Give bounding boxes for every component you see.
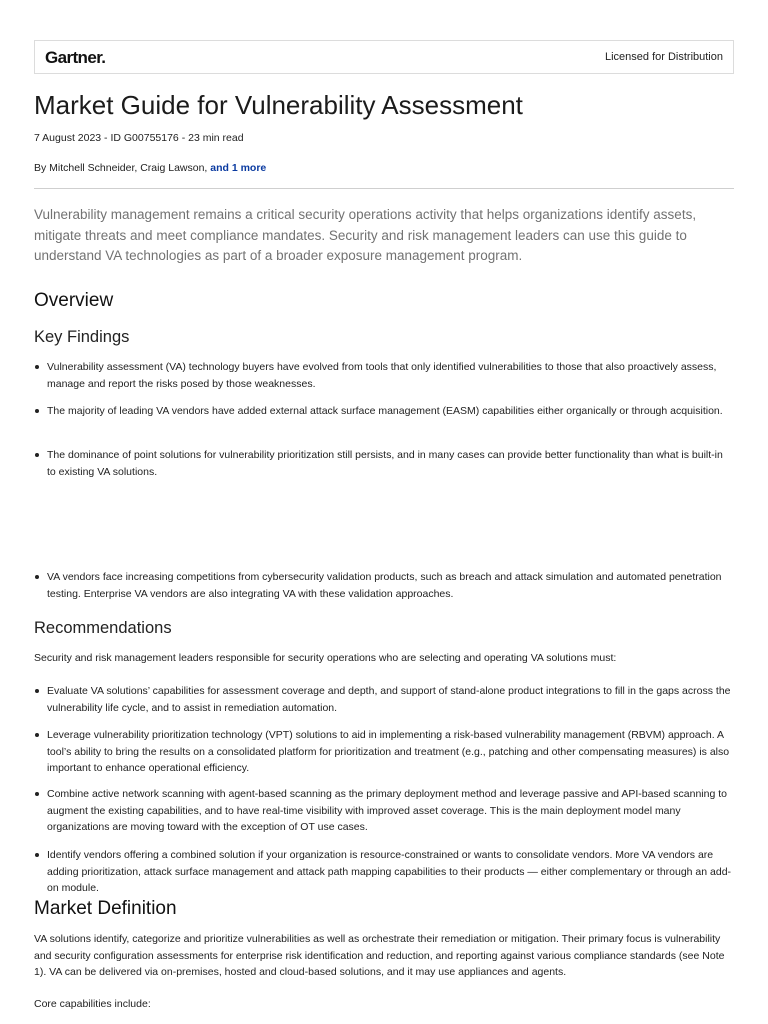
overview-heading: Overview [34,290,114,311]
recommendations-list [34,683,734,716]
summary: Vulnerability management remains a critical security operations activity that helps organizations identify assets, mitigate threats and meet compliance mandates. Security and risk management leaders can use this guide to understand VA technologies as part of a broader exposure management program. [34,207,697,263]
recommendations-intro: Security and risk management leaders responsible for security operations who are selecting and operating VA solutions must: [34,652,617,664]
recommendations-list [34,847,734,897]
document-meta: 7 August 2023 - ID G00755176 - 23 min read [34,132,244,144]
divider [34,188,734,189]
market-definition-heading: Market Definition [34,898,177,919]
authors-line [34,162,266,174]
key-findings-list [34,447,734,480]
list-item: VA vendors face increasing competitions from cybersecurity validation products, such as breach and attack simulation and automated penetration testing. Enterprise VA vendors are also integrating VA with these validation approaches. [34,569,734,602]
key-findings-list [34,403,734,420]
recommendations-list [34,786,734,836]
more-authors-link[interactable]: and 1 more [210,162,267,174]
license-label: Licensed for Distribution [604,51,723,63]
authors-names: By Mitchell Schneider, Craig Lawson, [34,162,211,174]
list-item: The dominance of point solutions for vulnerability prioritization still persists, and in many cases can provide better functionality than what is built-in to existing VA solutions. [34,447,734,480]
recommendations-heading: Recommendations [34,619,172,637]
gartner-logo[interactable]: Gartner. [45,48,106,67]
list-item: The majority of leading VA vendors have added external attack surface management (EASM) capabilities either organically or through acquisition. [34,403,734,420]
core-capabilities-intro: Core capabilities include: [34,998,151,1010]
key-findings-list [34,569,734,602]
list-item: Vulnerability assessment (VA) technology buyers have evolved from tools that only identified vulnerabilities to those that also proactively assess, manage and report the risks posed by those weaknesses. [34,359,734,392]
list-item: Leverage vulnerability prioritization technology (VPT) solutions to aid in implementing a risk-based vulnerability management (RBVM) approach. A tool’s ability to bring the results on a consolidated platform for prioritization and treatment (e.g., patching and other compensating measures) is also important to enhance operational efficiency. [34,727,734,777]
key-findings-list [34,359,734,392]
list-item: Evaluate VA solutions’ capabilities for assessment coverage and depth, and support of stand-alone product integrations to fill in the gaps across the vulnerability life cycle, and to assist in remediation automation. [34,683,734,716]
recommendations-list [34,727,734,777]
market-definition-body: VA solutions identify, categorize and prioritize vulnerabilities as well as orchestrate their remediation or mitigation. Their primary focus is vulnerability and security configuration assessments for enterprise risk identification and reduction, and reporting against various compliance standards (see Note 1). VA can be delivered via on-premises, hosted and cloud-based solutions, and it may use appliances and agents. [34,933,725,978]
list-item: Combine active network scanning with agent-based scanning as the primary deployment method and leverage passive and API-based scanning to augment the existing capabilities, and to have real-time visibility with improved asset coverage. This is the main deployment model many organizations are moving toward with the exception of OT use cases. [34,786,734,836]
key-findings-heading: Key Findings [34,328,130,346]
header-bar [34,40,734,74]
page-title: Market Guide for Vulnerability Assessment [34,90,523,120]
list-item: Identify vendors offering a combined solution if your organization is resource-constrained or wants to consolidate vendors. More VA vendors are adding prioritization, attack surface management and attack path mapping capabilities to their products — either complementary or through an add-on module. [34,847,734,897]
